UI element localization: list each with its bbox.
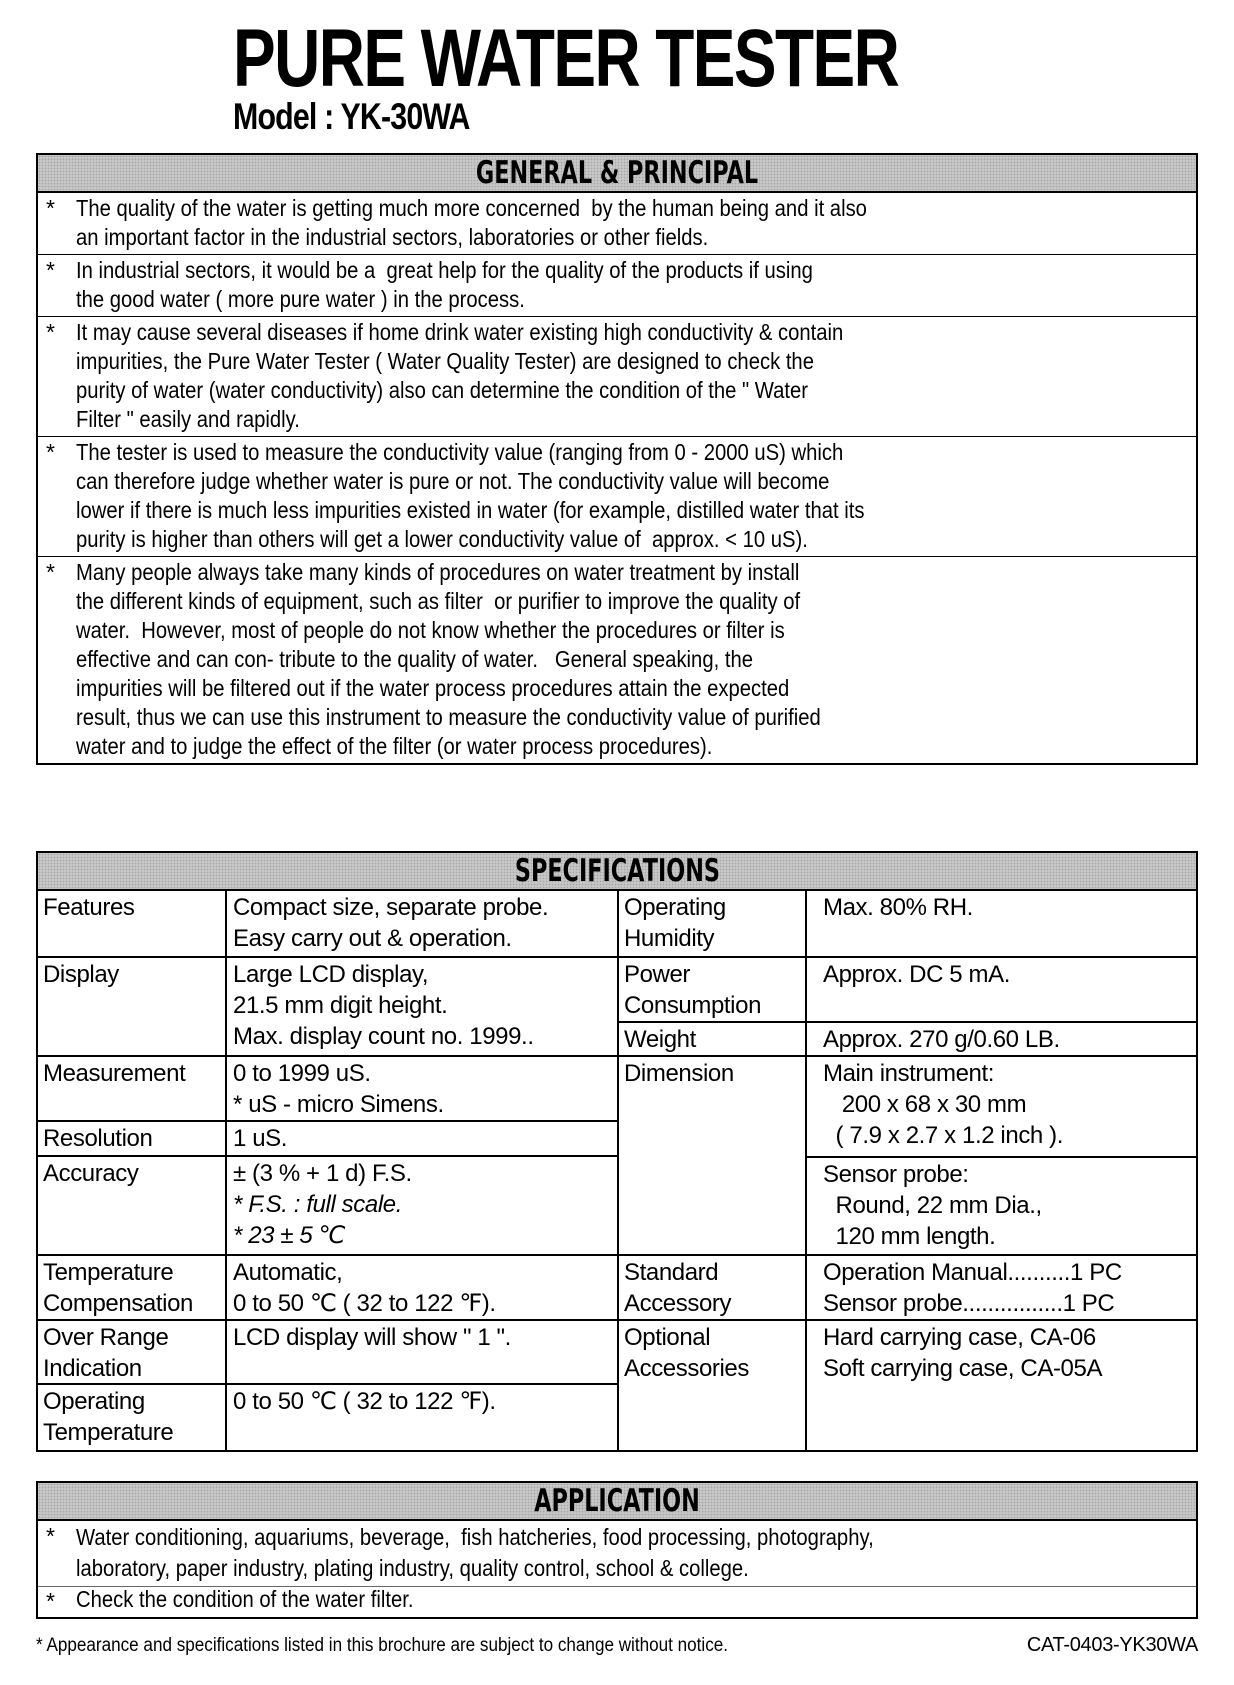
label-line: Temperature (43, 1419, 174, 1446)
value-line: Easy carry out & operation. (233, 925, 512, 952)
label-line: Power (624, 961, 691, 988)
value-line: 1 uS. (233, 1125, 288, 1152)
spec-row-measurement (38, 1057, 617, 1122)
spec-row-temperature-compensation (38, 1256, 617, 1321)
label-line: Temperature (43, 1259, 174, 1286)
spec-row-accuracy (38, 1157, 617, 1256)
value-line: Round, 22 mm Dia., (823, 1192, 1042, 1219)
application-section (36, 1481, 1198, 1619)
value-line: Approx. DC 5 mA. (823, 961, 1010, 988)
label-line: Compensation (43, 1290, 193, 1317)
spec-value (807, 958, 1196, 1021)
value-line: Automatic, (233, 1259, 343, 1286)
label-line: Weight (624, 1026, 696, 1053)
text-line: Water conditioning, aquariums, beverage, fish hatcheries, food processing, photography, (76, 1524, 874, 1550)
text-line: Filter " easily and rapidly. (76, 406, 300, 432)
spec-value (227, 958, 617, 1055)
spec-row-optional-accessories (619, 1321, 1196, 1450)
general-row (38, 255, 1196, 317)
text-line: impurities will be filtered out if the water process procedures attain the expected (76, 675, 790, 701)
spec-label (38, 958, 227, 1055)
text-line: impurities, the Pure Water Tester ( Water Quality Tester) are designed to check the (76, 348, 814, 374)
bullet-asterisk: * (46, 257, 55, 283)
bullet-asterisk: * (46, 1523, 55, 1549)
spec-row-weight (619, 1023, 1196, 1057)
general-header-label: GENERAL & PRINCIPAL (475, 155, 759, 191)
label-line: Accessories (624, 1355, 749, 1382)
value-line: 0 to 50 ℃ ( 32 to 122 ℉). (233, 1388, 496, 1415)
spec-value (227, 1122, 617, 1155)
value-line: Compact size, separate probe. (233, 894, 549, 921)
value-line: 0 to 50 ℃ ( 32 to 122 ℉). (233, 1290, 496, 1317)
text-line: Check the condition of the water filter. (76, 1586, 414, 1612)
specifications-header-label: SPECIFICATIONS (514, 853, 720, 889)
general-section (36, 153, 1198, 765)
spec-label (619, 1321, 807, 1450)
spec-label (38, 1122, 227, 1155)
label-line: Indication (43, 1355, 142, 1382)
spec-label (619, 958, 807, 1021)
spec-label (38, 891, 227, 956)
text-line: purity is higher than others will get a lower conductivity value of approx. < 10 uS). (76, 526, 808, 552)
label-line: Resolution (43, 1125, 153, 1152)
spec-label (38, 1321, 227, 1383)
label-line: Over Range (43, 1324, 169, 1351)
spec-right-column (617, 891, 1196, 1450)
text-line: lower if there is much less impurities existed in water (for example, distilled water that its (76, 497, 865, 523)
value-line: ( 7.9 x 2.7 x 1.2 inch ). (823, 1122, 1063, 1149)
label-line: Accuracy (43, 1160, 139, 1187)
value-line: Approx. 270 g/0.60 LB. (823, 1026, 1060, 1053)
page-footer (36, 1634, 1198, 1657)
general-section-header (38, 155, 1196, 193)
application-row (38, 1586, 1196, 1617)
model-subtitle: Model : YK-30WA (233, 96, 470, 137)
spec-value (807, 1023, 1196, 1055)
spec-value (807, 1256, 1196, 1319)
general-row-text (76, 558, 1056, 761)
spec-value (807, 891, 1196, 956)
general-row-text (76, 438, 1056, 554)
label-line: Operating (624, 894, 726, 921)
general-row-text (76, 318, 1056, 434)
label-line: Optional (624, 1324, 711, 1351)
spec-label (619, 891, 807, 956)
bullet-asterisk: * (46, 559, 55, 585)
application-row-text (76, 1587, 1056, 1616)
footer-catalog-code: CAT-0403-YK30WA (1026, 1634, 1198, 1656)
bullet-asterisk: * (46, 195, 55, 221)
label-line: Display (43, 961, 119, 988)
value-line: 120 mm length. (823, 1223, 996, 1250)
text-line: can therefore judge whether water is pure or not. The conductivity value will become (76, 468, 830, 494)
text-line: water. However, most of people do not know whether the procedures or filter is (76, 617, 785, 643)
value-line: 21.5 mm digit height. (233, 992, 448, 1019)
label-line: Standard (624, 1259, 719, 1286)
value-line: Large LCD display, (233, 961, 429, 988)
dimension-main-instrument (807, 1057, 1196, 1156)
value-line: 200 x 68 x 30 mm (823, 1091, 1027, 1118)
general-row (38, 437, 1196, 557)
value-line: Hard carrying case, CA-06 (823, 1324, 1096, 1351)
value-line: Max. display count no. 1999.. (233, 1023, 534, 1050)
spec-row-over-range-indication (38, 1321, 617, 1385)
text-line: It may cause several diseases if home drink water existing high conductivity & contain (76, 319, 844, 345)
specifications-section (36, 851, 1198, 1452)
spec-value (227, 891, 617, 956)
text-line: water and to judge the effect of the filter (or water process procedures). (76, 733, 713, 759)
text-line: The quality of the water is getting much more concerned by the human being and it also (76, 195, 867, 221)
label-line: Features (43, 894, 135, 921)
spec-label (619, 1256, 807, 1319)
spec-row-operating-humidity (619, 891, 1196, 958)
spec-row-dimension (619, 1057, 1196, 1256)
spec-value (227, 1157, 617, 1254)
value-line: * uS - micro Simens. (233, 1091, 444, 1118)
text-line: an important factor in the industrial sectors, laboratories or other fields. (76, 224, 709, 250)
text-line: The tester is used to measure the conductivity value (ranging from 0 - 2000 uS) which (76, 439, 844, 465)
application-row-text (76, 1522, 1056, 1584)
text-line: the good water ( more pure water ) in the process. (76, 286, 525, 312)
spec-label (38, 1385, 227, 1450)
specifications-table (38, 891, 1196, 1450)
value-line: 0 to 1999 uS. (233, 1060, 371, 1087)
label-line: Accessory (624, 1290, 732, 1317)
spec-label (619, 1023, 807, 1055)
value-line: * F.S. : full scale. (233, 1191, 402, 1218)
spec-row-resolution (38, 1122, 617, 1157)
bullet-asterisk: * (46, 319, 55, 345)
value-line: ± (3 % + 1 d) F.S. (233, 1160, 412, 1187)
general-row-text (76, 256, 1056, 314)
spec-value (227, 1256, 617, 1319)
spec-value (227, 1385, 617, 1450)
title-block (233, 13, 1086, 104)
value-line: Max. 80% RH. (823, 894, 973, 921)
spec-label (619, 1057, 807, 1254)
dimension-sensor-probe (807, 1156, 1196, 1252)
text-line: purity of water (water conductivity) also can determine the condition of the " Water (76, 377, 809, 403)
page-title: PURE WATER TESTER (233, 13, 899, 104)
label-line: Dimension (624, 1060, 734, 1087)
text-line: Many people always take many kinds of procedures on water treatment by install (76, 559, 800, 585)
label-line: Consumption (624, 992, 762, 1019)
value-line: Sensor probe: (823, 1161, 969, 1188)
application-row (38, 1521, 1196, 1586)
application-section-header (38, 1483, 1196, 1521)
spec-value (807, 1321, 1196, 1450)
footer-note: * Appearance and specifications listed in this brochure are subject to change without notice. (36, 1635, 729, 1656)
text-line: In industrial sectors, it would be a great help for the quality of the products if using (76, 257, 813, 283)
spec-value (227, 1321, 617, 1383)
spec-label (38, 1256, 227, 1319)
bullet-asterisk: * (46, 439, 55, 465)
label-line: Humidity (624, 925, 715, 952)
value-line: Operation Manual..........1 PC (823, 1259, 1122, 1286)
label-line: Measurement (43, 1060, 186, 1087)
text-line: result, thus we can use this instrument to measure the conductivity value of purified (76, 704, 821, 730)
label-line: Operating (43, 1388, 145, 1415)
spec-row-operating-temperature (38, 1385, 617, 1450)
value-line: Main instrument: (823, 1060, 994, 1087)
spec-row-standard-accessory (619, 1256, 1196, 1321)
specifications-section-header (38, 853, 1196, 891)
value-line: Soft carrying case, CA-05A (823, 1355, 1103, 1382)
bullet-asterisk: * (46, 1588, 55, 1614)
spec-row-display (38, 958, 617, 1057)
general-row-text (76, 194, 1056, 252)
value-line: * 23 ± 5 ℃ (233, 1222, 346, 1249)
text-line: the different kinds of equipment, such as filter or purifier to improve the quality of (76, 588, 801, 614)
spec-row-features (38, 891, 617, 958)
general-row (38, 193, 1196, 255)
spec-label (38, 1057, 227, 1120)
spec-value (807, 1057, 1196, 1254)
spec-left-column (38, 891, 617, 1450)
spec-row-power-consumption (619, 958, 1196, 1023)
application-header-label: APPLICATION (534, 1483, 700, 1519)
spec-value (227, 1057, 617, 1120)
general-row (38, 317, 1196, 437)
general-row (38, 557, 1196, 763)
text-line: effective and can con- tribute to the quality of water. General speaking, the (76, 646, 753, 672)
text-line: laboratory, paper industry, plating industry, quality control, school & college. (76, 1555, 749, 1581)
value-line: Sensor probe................1 PC (823, 1290, 1115, 1317)
value-line: LCD display will show " 1 ". (233, 1324, 511, 1351)
spec-label (38, 1157, 227, 1254)
